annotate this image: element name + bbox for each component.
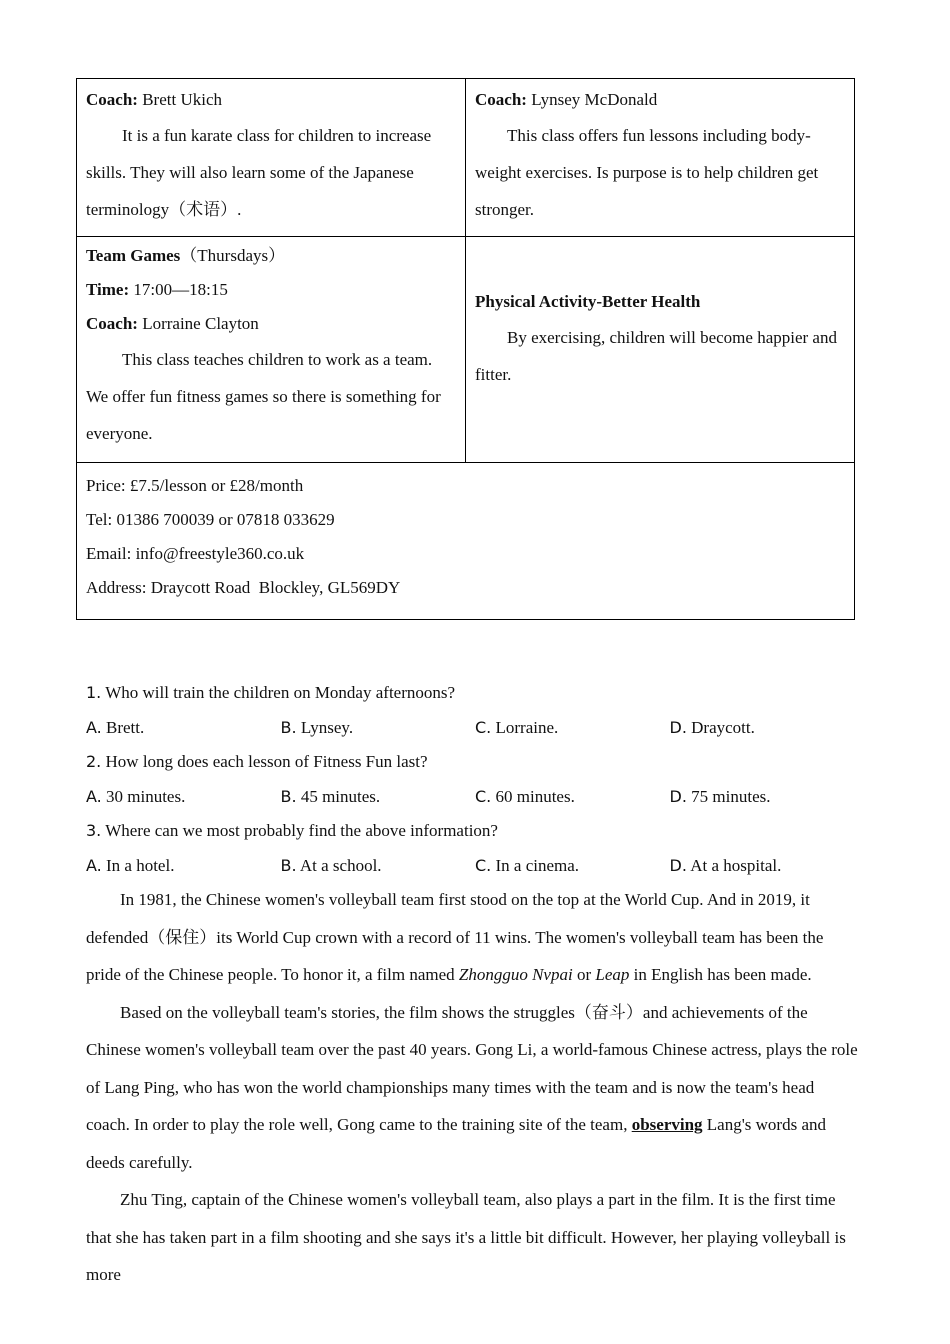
underlined-word: observing [631, 1115, 703, 1134]
class-description: This class teaches children to work as a team. We offer fun fitness games so there is something for everyone. [86, 350, 441, 443]
film-english-title: Leap [595, 965, 630, 984]
question-3-options [86, 849, 866, 884]
class-title: Team Games [86, 246, 181, 265]
question-1-options [86, 711, 866, 746]
question-3 [86, 814, 866, 849]
email-line: Email: info@freestyle360.co.uk [86, 544, 305, 563]
option-a [86, 849, 281, 884]
option-letter: C. [475, 786, 492, 806]
option-letter: B. [280, 855, 297, 875]
coach-name: Brett Ukich [137, 90, 222, 109]
question-2 [86, 745, 866, 780]
time-value: 17:00—18:15 [129, 280, 228, 299]
option-d [670, 711, 865, 746]
film-title: Zhongguo Nvpai [458, 965, 573, 984]
tel-line: Tel: 01386 700039 or 07818 033629 [86, 510, 335, 529]
class-title-line [86, 239, 456, 273]
option-letter: D. [669, 717, 687, 737]
option-a [86, 711, 281, 746]
option-a [86, 780, 281, 815]
option-text: Lynsey. [296, 717, 354, 737]
option-text: In a hotel. [101, 855, 175, 875]
question-text: Who will train the children on Monday afternoons? [101, 683, 456, 702]
option-text: 75 minutes. [686, 786, 771, 806]
option-d [670, 780, 865, 815]
table-row [77, 79, 854, 237]
coach-label: Coach: [475, 90, 527, 109]
option-letter: D. [669, 855, 687, 875]
option-text: Brett. [101, 717, 145, 737]
option-text: At a hospital. [686, 855, 782, 875]
option-text: In a cinema. [491, 855, 580, 875]
option-letter: C. [475, 855, 492, 875]
question-2-options [86, 780, 866, 815]
class-description: This class offers fun lessons including body-weight exercises. Is purpose is to help children get stronger. [475, 126, 819, 219]
option-b [281, 780, 476, 815]
option-text: 45 minutes. [296, 786, 381, 806]
time-label: Time: [86, 280, 130, 299]
question-list [86, 676, 866, 883]
coach-line [475, 83, 845, 117]
option-b [281, 849, 476, 884]
coach-line [86, 307, 456, 341]
option-letter: B. [280, 717, 297, 737]
coach-name: Lynsey McDonald [526, 90, 658, 109]
option-c [475, 780, 670, 815]
class-day: （Thursdays） [180, 246, 286, 265]
coach-label: Coach: [86, 90, 138, 109]
fitness-class-cell [466, 79, 854, 236]
coach-name: Lorraine Clayton [137, 314, 259, 333]
option-letter: C. [475, 717, 492, 737]
contact-cell [77, 463, 854, 619]
price-line: Price: £7.5/lesson or £28/month [86, 476, 304, 495]
health-title: Physical Activity-Better Health [475, 291, 701, 311]
table-row [77, 237, 854, 463]
passage-paragraph-3: Zhu Ting, captain of the Chinese women's volleyball team, also plays a part in the film. It is the first time that she has taken part in a film shooting and she says it's a little bit difficult. However, her playing volleyball is more [86, 1190, 846, 1284]
option-letter: A. [86, 855, 102, 875]
reading-passage [86, 881, 858, 1294]
passage-paragraph-1: In 1981, the Chinese women's volleyball team first stood on the top at the World Cup. And in 2019, it defended（保住）its World Cup crown with a record of 11 wins. The women's volleyball team has been the pride of the Chinese people. To honor it, a film named Zhongguo Nvpai or Leap in English has been made. [86, 890, 824, 984]
question-number: 2. [86, 752, 102, 771]
question-number: 3. [86, 821, 102, 840]
team-games-cell [77, 237, 466, 462]
option-text: Lorraine. [491, 717, 559, 737]
class-info-table [76, 78, 855, 620]
question-text: Where can we most probably find the above information? [101, 821, 498, 840]
option-b [281, 711, 476, 746]
option-text: At a school. [296, 855, 382, 875]
time-line [86, 273, 456, 307]
question-1 [86, 676, 866, 711]
health-cell [466, 237, 854, 462]
health-description: By exercising, children will become happier and fitter. [475, 327, 837, 384]
coach-line [86, 83, 456, 117]
class-description: It is a fun karate class for children to increase skills. They will also learn some of the Japanese terminology（术语）. [86, 126, 432, 219]
option-letter: A. [86, 717, 102, 737]
option-text: 30 minutes. [101, 786, 186, 806]
option-d [670, 849, 865, 884]
address-line: Address: Draycott Road Blockley, GL569DY [86, 578, 401, 597]
option-letter: B. [280, 786, 297, 806]
option-c [475, 849, 670, 884]
option-text: Draycott. [686, 717, 755, 737]
question-text: How long does each lesson of Fitness Fun last? [101, 752, 428, 771]
question-number: 1. [86, 683, 102, 702]
coach-label: Coach: [86, 314, 138, 333]
karate-class-cell [77, 79, 466, 236]
table-row [77, 463, 854, 619]
passage-paragraph-2: Based on the volleyball team's stories, the film shows the struggles（奋斗）and achievements of the Chinese women's volleyball team over the past 40 years. Gong Li, a world-famous Chinese actress, plays the role of Lang Ping, who has won the world championships many times with the team and is now the team's head coach. In order to play the role well, Gong came to the training site of the team, observing Lang's words and deeds carefully. [86, 1002, 858, 1172]
option-c [475, 711, 670, 746]
option-letter: D. [669, 786, 687, 806]
option-letter: A. [86, 786, 102, 806]
option-text: 60 minutes. [491, 786, 575, 806]
